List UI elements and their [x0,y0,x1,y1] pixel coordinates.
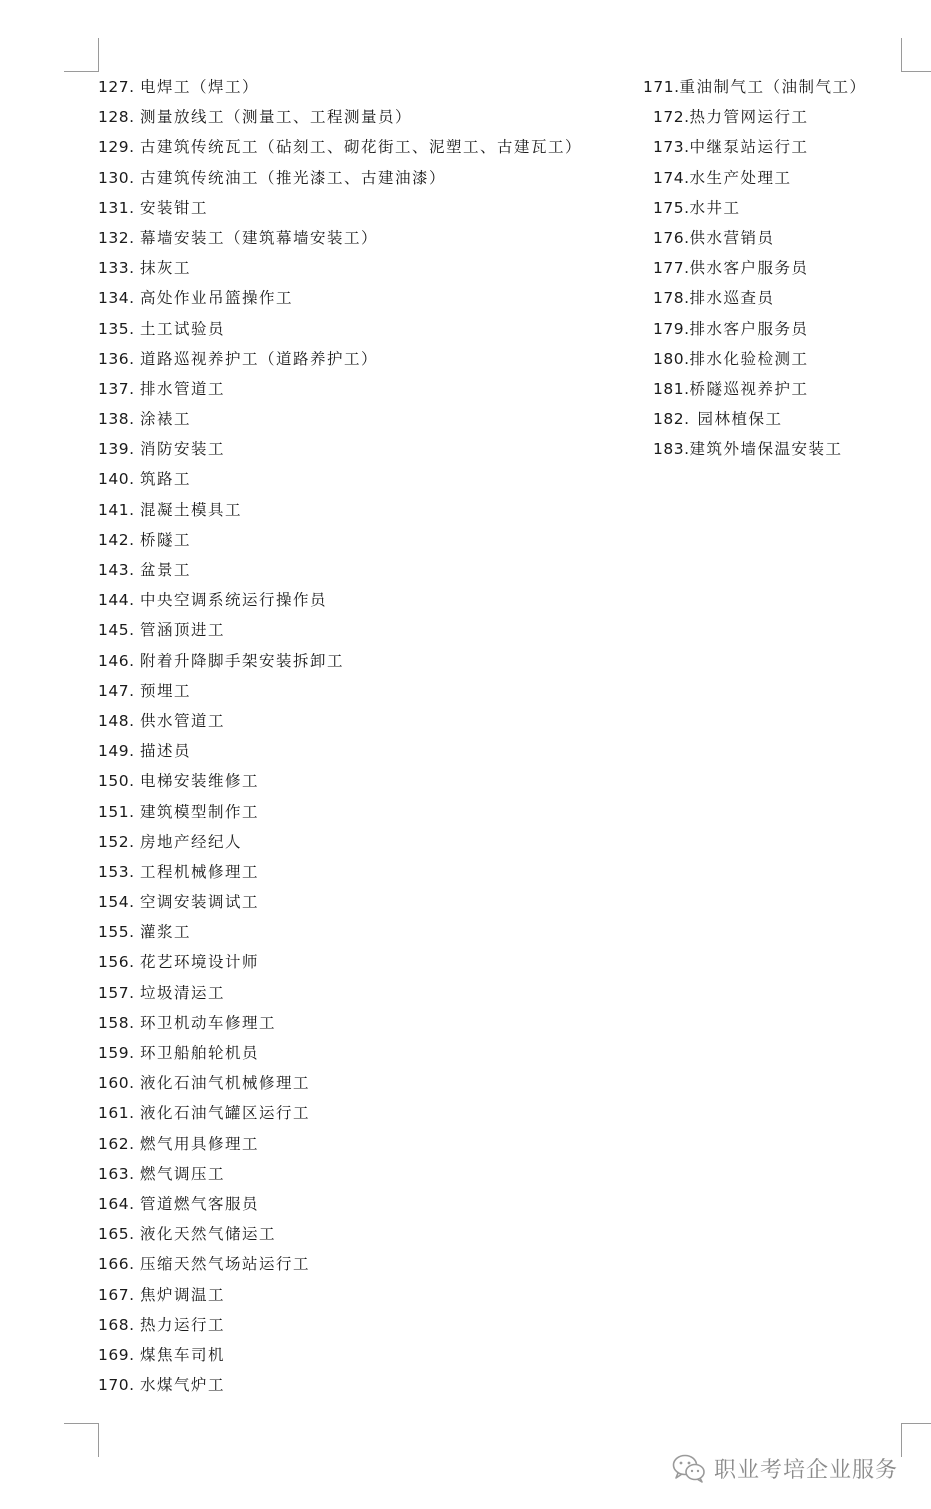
list-item: 159. 环卫船舶轮机员 [98,1044,260,1062]
list-item: 144. 中央空调系统运行操作员 [98,591,328,610]
list-item: 165. 液化天然气储运工 [98,1225,277,1244]
wechat-icon [672,1453,706,1483]
list-item: 143. 盆景工 [98,561,192,579]
list-item: 180.排水化验检测工 [653,349,809,368]
list-item: 171.重油制气工（油制气工） [643,78,867,96]
list-item: 166. 压缩天然气场站运行工 [98,1255,311,1274]
list-item: 140. 筑路工 [98,470,192,489]
list-item: 132. 幕墙安装工（建筑幕墙安装工） [98,228,379,247]
list-item: 160. 液化石油气机械修理工 [98,1074,311,1093]
list-item: 127. 电焊工（焊工） [98,78,260,96]
list-item: 128. 测量放线工（测量工、工程测量员） [98,108,413,127]
crop-mark-bottom-right-v [901,1423,902,1457]
list-item: 133. 抹灰工 [98,259,192,278]
list-item: 168. 热力运行工 [98,1315,226,1334]
list-item: 152. 房地产经纪人 [98,832,243,851]
list-item: 129. 古建筑传统瓦工（砧刻工、砌花街工、泥塑工、古建瓦工） [98,138,583,157]
list-item: 177.供水客户服务员 [653,259,809,278]
list-item: 134. 高处作业吊篮操作工 [98,289,294,308]
list-item: 182. 园林植保工 [653,410,783,429]
list-item: 141. 混凝土模具工 [98,500,243,519]
list-item: 176.供水营销员 [653,228,775,247]
list-item: 154. 空调安装调试工 [98,893,260,912]
list-item: 149. 描述员 [98,742,192,761]
list-item: 174.水生产处理工 [653,168,792,187]
list-item: 178.排水巡查员 [653,289,775,308]
crop-mark-top-left-v [98,38,99,72]
list-item: 138. 涂裱工 [98,410,192,429]
list-left-column [98,72,582,1400]
list-item: 131. 安装钳工 [98,198,209,217]
list-item: 142. 桥隧工 [98,530,192,549]
list-item: 155. 灌浆工 [98,923,192,942]
list-item: 167. 焦炉调温工 [98,1285,226,1304]
list-item: 150. 电梯安装维修工 [98,772,260,791]
list-item: 183.建筑外墙保温安装工 [653,440,843,459]
list-item: 164. 管道燃气客服员 [98,1194,260,1213]
list-item: 146. 附着升降脚手架安装拆卸工 [98,651,345,670]
crop-mark-top-right-h [901,71,931,72]
crop-mark-top-right-v [901,38,902,72]
watermark [672,1448,898,1488]
list-item: 148. 供水管道工 [98,711,226,730]
list-item: 170. 水煤气炉工 [98,1376,226,1395]
crop-mark-bottom-right-h [901,1423,931,1424]
list-item: 153. 工程机械修理工 [98,862,260,881]
list-right-column [643,72,867,464]
list-item: 156. 花艺环境设计师 [98,953,260,972]
list-item: 179.排水客户服务员 [653,319,809,338]
list-item: 137. 排水管道工 [98,379,226,398]
list-item: 163. 燃气调压工 [98,1164,226,1183]
crop-mark-bottom-left-h [64,1423,98,1424]
list-item: 161. 液化石油气罐区运行工 [98,1104,311,1123]
list-item: 169. 煤焦车司机 [98,1345,226,1364]
crop-mark-bottom-left-v [98,1423,99,1457]
list-item: 157. 垃圾清运工 [98,983,226,1002]
list-item: 130. 古建筑传统油工（推光漆工、古建油漆） [98,168,447,187]
list-item: 151. 建筑模型制作工 [98,802,260,821]
list-item: 175.水井工 [653,198,741,217]
list-item: 158. 环卫机动车修理工 [98,1013,277,1032]
list-item: 147. 预埋工 [98,681,192,700]
list-item: 173.中继泵站运行工 [653,138,809,157]
list-item: 136. 道路巡视养护工（道路养护工） [98,349,379,368]
list-item: 139. 消防安装工 [98,440,226,459]
list-item: 162. 燃气用具修理工 [98,1134,260,1153]
list-item: 181.桥隧巡视养护工 [653,379,809,398]
list-item: 172.热力管网运行工 [653,108,809,127]
list-item: 145. 管涵顶进工 [98,621,226,640]
list-item: 135. 土工试验员 [98,319,226,338]
crop-mark-top-left-h [64,71,98,72]
watermark-text: 职业考培企业服务 [714,1457,899,1483]
